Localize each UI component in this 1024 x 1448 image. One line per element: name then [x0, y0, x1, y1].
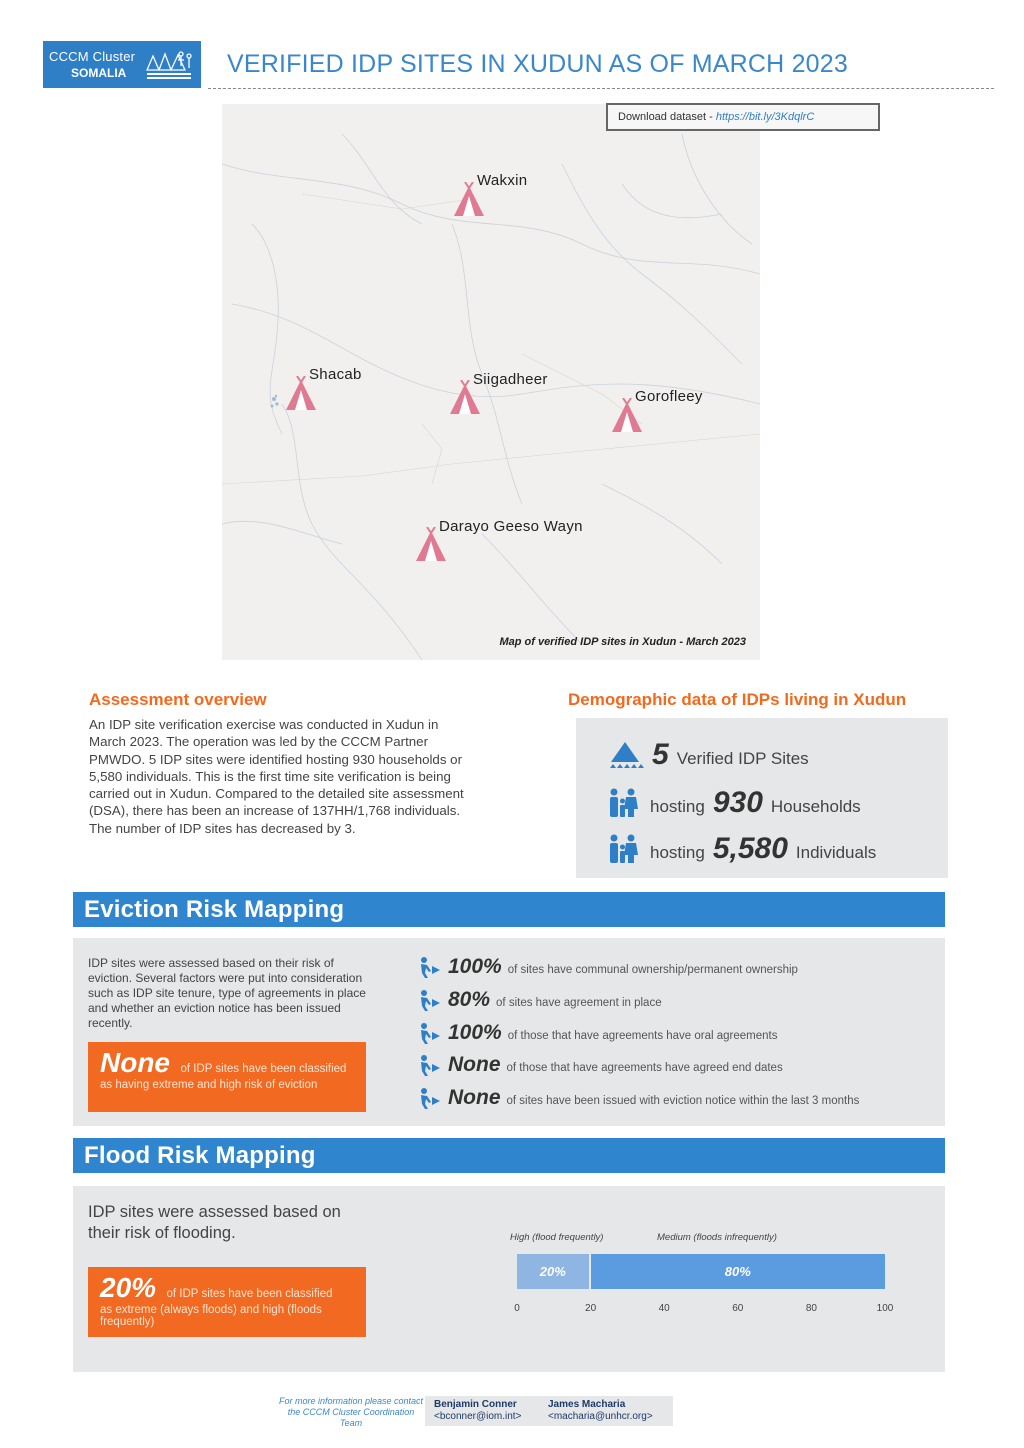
households-row — [606, 786, 861, 820]
overview-text: An IDP site verification exercise was conducted in Xudun in March 2023. The operation was led by the CCCM Partner PMWDO. 5 IDP sites were identified hosting 930 households or 5,580 individuals. This is the first time site verification is being carried out in Xudun. Compared to the detailed site assessment (DSA), there has been an increase of 137HH/1,768 individuals. The number of IDP sites has decreased by 3. — [89, 717, 464, 836]
flood-bar-segment: 20% — [517, 1254, 589, 1289]
eviction-section-title: Eviction Risk Mapping — [73, 892, 945, 927]
download-link[interactable]: https://bit.ly/3KdqlrC — [715, 111, 815, 123]
x-tick-label: 0 — [514, 1303, 520, 1314]
flood-text: IDP sites were assessed based on their risk of flooding. — [88, 1203, 341, 1242]
site-label: Gorofleey — [635, 388, 703, 405]
logo-line1: CCCM Cluster — [49, 49, 136, 64]
eviction-highlight — [88, 1042, 366, 1112]
flood-highlight-text2: as extreme (always floods) and high (floods frequently) — [100, 1304, 322, 1328]
family-icon — [606, 834, 640, 864]
eviction-stat — [418, 1086, 859, 1110]
x-tick-label: 100 — [876, 1303, 894, 1314]
contact-1-name: Benjamin Conner — [434, 1399, 517, 1410]
tent-icon — [606, 738, 644, 772]
flood-highlight — [88, 1267, 366, 1337]
eviction-stat-text: of sites have communal ownership/permanent ownership — [507, 964, 798, 976]
individuals-value: 5,580 — [712, 832, 788, 865]
eviction-stat — [418, 955, 798, 979]
eviction-stat-text: of those that have agreements have agreed end dates — [506, 1062, 783, 1074]
site-label: Siigadheer — [473, 371, 548, 388]
download-dataset-box — [606, 103, 880, 131]
individuals-prefix: hosting — [650, 843, 705, 862]
contact-2-name: James Macharia — [548, 1399, 626, 1410]
eviction-text: IDP sites were assessed based on their risk of eviction. Several factors were put into consideration such as IDP site tenure, type of agreements in place and whether an eviction notice has been issued recently. — [88, 956, 366, 1030]
eviction-icon — [418, 1087, 442, 1109]
x-tick-label: 60 — [732, 1303, 744, 1314]
demographic-heading: Demographic data of IDPs living in Xudun — [568, 690, 907, 709]
eviction-stat-text: of those that have agreements have oral agreements — [507, 1030, 778, 1042]
eviction-stat-value: 80% — [448, 988, 491, 1011]
eviction-stat-value: 100% — [448, 1021, 502, 1044]
eviction-highlight-text1: of IDP sites have been classified — [180, 1063, 347, 1075]
sites-map — [222, 104, 760, 660]
eviction-stat-text: of sites have been issued with eviction notice within the last 3 months — [506, 1095, 860, 1107]
eviction-stat — [418, 988, 662, 1012]
family-icon — [606, 788, 640, 818]
cccm-logo — [43, 41, 201, 88]
legend-label: Medium (floods infrequently) — [657, 1232, 777, 1243]
eviction-stat-text: of sites have agreement in place — [496, 997, 662, 1009]
contact-2-email[interactable]: <macharia@unhcr.org> — [548, 1411, 653, 1422]
flood-highlight-text1: of IDP sites have been classified — [166, 1288, 333, 1300]
x-tick-label: 40 — [658, 1303, 670, 1314]
site-label: Shacab — [309, 366, 362, 383]
x-tick-label: 20 — [585, 1303, 597, 1314]
cccm-emblem-icon — [143, 46, 195, 84]
individuals-label: Individuals — [795, 843, 877, 862]
sites-value: 5 — [652, 738, 669, 771]
contact-box — [425, 1396, 673, 1426]
logo-line2: SOMALIA — [71, 66, 127, 80]
contact-1 — [434, 1399, 521, 1423]
eviction-stat-value: 100% — [448, 955, 502, 978]
demographic-panel — [576, 718, 948, 878]
eviction-stat-value: None — [448, 1086, 501, 1109]
flood-bar-segment: 80% — [591, 1254, 885, 1289]
download-label: Download dataset - — [618, 111, 716, 123]
sites-row — [606, 738, 809, 772]
flood-highlight-value: 20% — [100, 1272, 157, 1303]
site-label: Wakxin — [477, 172, 528, 189]
footer-info: For more information please contact the CCCM Cluster Coordination Team — [278, 1396, 424, 1428]
eviction-icon — [418, 1054, 442, 1076]
flood-section-title: Flood Risk Mapping — [73, 1138, 945, 1173]
page-title: VERIFIED IDP SITES IN XUDUN AS OF MARCH 2023 — [227, 50, 848, 78]
site-label: Darayo Geeso Wayn — [439, 518, 583, 535]
eviction-stat — [418, 1053, 783, 1077]
contact-1-email[interactable]: <bconner@iom.int> — [434, 1411, 522, 1422]
title-divider — [208, 88, 994, 89]
map-caption: Map of verified IDP sites in Xudun - March 2023 — [499, 636, 746, 648]
overview-heading: Assessment overview — [89, 690, 267, 709]
households-value: 930 — [712, 786, 763, 819]
legend-label: High (flood frequently) — [510, 1232, 604, 1243]
eviction-highlight-text2: as having extreme and high risk of eviction — [100, 1079, 318, 1091]
eviction-icon — [418, 989, 442, 1011]
eviction-stat — [418, 1021, 778, 1045]
sites-label: Verified IDP Sites — [676, 749, 809, 768]
eviction-stat-value: None — [448, 1053, 501, 1076]
eviction-icon — [418, 956, 442, 978]
households-prefix: hosting — [650, 797, 705, 816]
households-label: Households — [770, 797, 861, 816]
eviction-highlight-value: None — [100, 1047, 170, 1078]
x-tick-label: 80 — [805, 1303, 817, 1314]
contact-2 — [548, 1399, 653, 1423]
individuals-row — [606, 832, 876, 866]
eviction-icon — [418, 1022, 442, 1044]
